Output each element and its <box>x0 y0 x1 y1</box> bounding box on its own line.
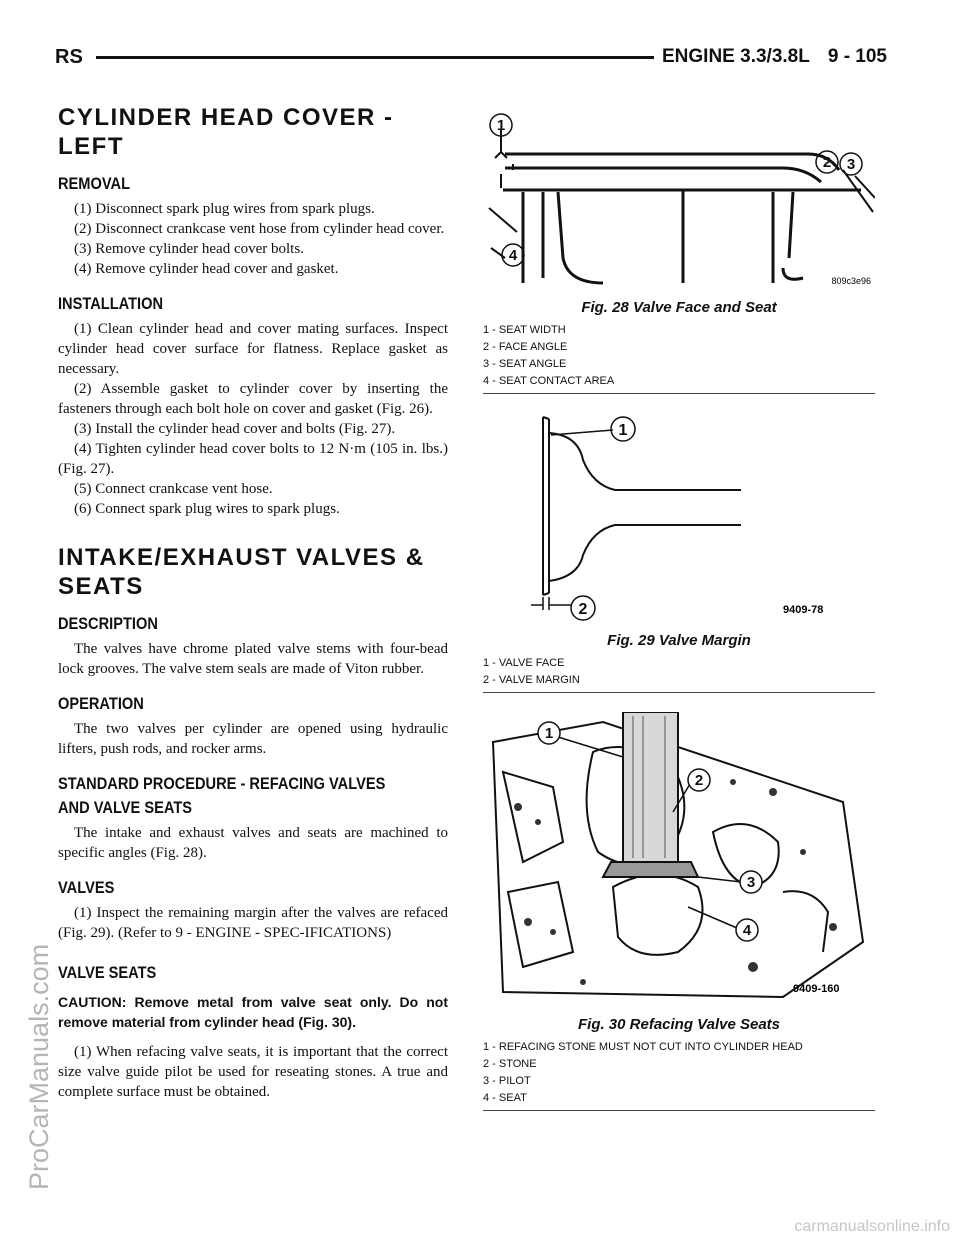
figure-30 <box>483 712 875 1111</box>
callout-label: 2 <box>694 772 704 789</box>
figure-legend <box>483 655 875 689</box>
legend-item: 3 - SEAT ANGLE <box>483 358 567 370</box>
callout-label: 2 <box>578 601 588 618</box>
legend-item: 2 - STONE <box>483 1058 537 1070</box>
valve-margin-diagram <box>483 405 875 623</box>
heading-standard-procedure: STANDARD PROCEDURE - REFACING VALVES <box>58 774 386 793</box>
legend-item: 3 - PILOT <box>483 1075 531 1087</box>
page-number: 9 - 105 <box>827 46 887 67</box>
heading-removal: REMOVAL <box>58 174 131 193</box>
figure-caption: Fig. 28 Valve Face and Seat <box>581 299 777 316</box>
removal-step: (1) Disconnect spark plug wires from spark plugs. <box>74 201 375 217</box>
header-title: ENGINE 3.3/3.8L <box>662 46 810 67</box>
standard-procedure-text: The intake and exhaust valves and seats are machined to specific angles (Fig. 28). <box>58 825 448 861</box>
installation-step: (3) Install the cylinder head cover and bolts (Fig. 27). <box>74 421 396 437</box>
callout-label: 1 <box>618 422 628 439</box>
legend-item: 2 - VALVE MARGIN <box>483 674 580 686</box>
legend-item: 1 - VALVE FACE <box>483 657 565 669</box>
removal-step: (4) Remove cylinder head cover and gasket. <box>74 261 339 277</box>
section-title-cylinder-head-cover <box>58 103 448 161</box>
figure-divider <box>483 692 875 693</box>
refacing-valve-seats-diagram <box>483 712 875 1007</box>
figure-caption: Fig. 29 Valve Margin <box>607 632 751 649</box>
callout-label: 1 <box>496 117 506 134</box>
installation-step: (4) Tighten cylinder head cover bolts to 12 N·m (105 in. lbs.) (Fig. 27). <box>58 441 448 477</box>
callout-label: 3 <box>846 156 856 173</box>
legend-item: 4 - SEAT CONTACT AREA <box>483 375 615 387</box>
installation-step: (6) Connect spark plug wires to spark plugs. <box>74 501 340 517</box>
installation-step: (2) Assemble gasket to cylinder cover by inserting the fasteners through each bolt hole on cover and gasket (Fig. 26). <box>58 381 448 417</box>
callout-label: 4 <box>742 922 752 939</box>
legend-item: 2 - FACE ANGLE <box>483 341 568 353</box>
callout-label: 1 <box>544 725 554 742</box>
heading-operation: OPERATION <box>58 694 144 713</box>
figure-code: 9409-78 <box>783 604 824 616</box>
heading-description: DESCRIPTION <box>58 614 158 633</box>
valves-text: (1) Inspect the remaining margin after the valves are refaced (Fig. 29). (Refer to 9 - ENGINE - SPEC-IFICATIONS) <box>58 905 448 941</box>
figure-legend <box>483 322 875 390</box>
installation-step: (5) Connect crankcase vent hose. <box>74 481 273 497</box>
valve-face-seat-diagram <box>483 108 875 290</box>
section-title-line: SEATS <box>58 573 144 600</box>
footer-url[interactable]: carmanualsonline.info <box>794 1218 950 1235</box>
left-column <box>58 103 448 1102</box>
figure-caption: Fig. 30 Refacing Valve Seats <box>577 1016 781 1033</box>
header-rule <box>96 56 654 59</box>
figure-code: 9409-160 <box>793 983 840 995</box>
callout-label: 4 <box>508 247 518 264</box>
description-text: The valves have chrome plated valve stems with four-bead lock grooves. The valve stem seals are made of Viton rubber. <box>58 641 448 677</box>
header-right <box>662 46 887 68</box>
operation-text: The two valves per cylinder are opened using hydraulic lifters, push rods, and rocker arms. <box>58 721 448 757</box>
heading-installation: INSTALLATION <box>58 294 164 313</box>
heading-standard-procedure-cont: AND VALVE SEATS <box>58 798 193 817</box>
section-title-line: LEFT <box>58 133 124 160</box>
removal-step: (2) Disconnect crankcase vent hose from cylinder head cover. <box>74 221 445 237</box>
caution-note: CAUTION: Remove metal from valve seat only. Do not remove material from cylinder head (Fig. 30). <box>58 994 448 1030</box>
legend-item: 1 - SEAT WIDTH <box>483 324 566 336</box>
heading-valve-seats: VALVE SEATS <box>58 963 157 982</box>
callout-label: 2 <box>822 154 832 171</box>
legend-item: 1 - REFACING STONE MUST NOT CUT INTO CYLINDER HEAD <box>483 1041 803 1053</box>
section-title-line: INTAKE/EXHAUST VALVES & <box>58 544 425 571</box>
figure-legend <box>483 1039 875 1107</box>
valve-seats-text: (1) When refacing valve seats, it is important that the correct size valve guide pilot be used for reseating stones. A true and complete surface must be obtained. <box>58 1044 448 1100</box>
figure-divider <box>483 1110 875 1111</box>
header-section-code: RS <box>55 46 83 68</box>
section-title-valves-seats <box>58 543 448 601</box>
section-title-line: CYLINDER HEAD COVER - <box>58 104 394 131</box>
figure-29 <box>483 405 875 693</box>
legend-item: 4 - SEAT <box>483 1092 527 1104</box>
heading-valves: VALVES <box>58 878 115 897</box>
installation-step: (1) Clean cylinder head and cover mating surfaces. Inspect cylinder head cover surface for flatness. Replace gasket as necessary. <box>58 321 448 377</box>
figure-code: 809c3e96 <box>831 276 871 286</box>
watermark: ProCarManuals.com <box>24 943 54 1190</box>
callout-label: 3 <box>746 874 756 891</box>
figure-divider <box>483 393 875 394</box>
figure-28 <box>483 108 875 394</box>
removal-step: (3) Remove cylinder head cover bolts. <box>74 241 304 257</box>
